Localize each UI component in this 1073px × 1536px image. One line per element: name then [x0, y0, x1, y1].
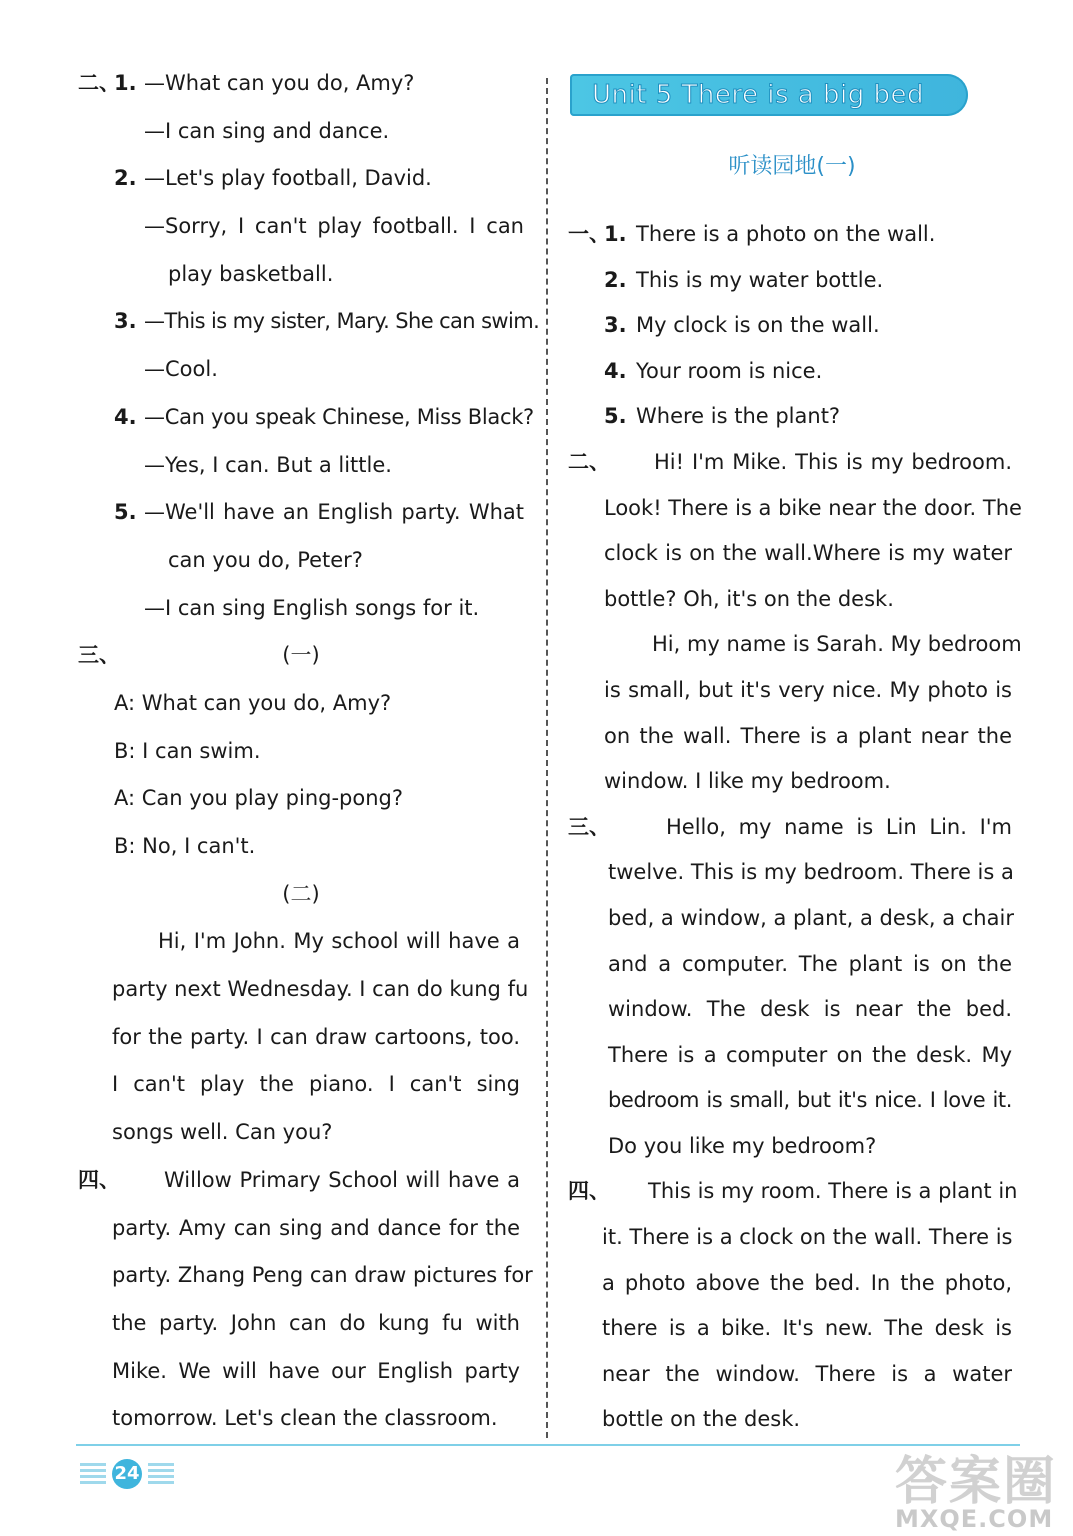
passage-line: window. I like my bedroom. [604, 769, 891, 794]
s2-passage-line [568, 531, 1016, 577]
subsection-label: (二) [282, 881, 320, 906]
s3-passage-line [568, 1124, 1016, 1170]
passage-line: Look! There is a bike near the door. The [604, 495, 1022, 520]
footer-rule [76, 1444, 1020, 1446]
section-heading: 听读园地(一) [728, 154, 856, 179]
passage-line: on the wall. There is a plant near the [604, 723, 1012, 748]
passage-line: bedroom is small, but it's nice. I love it. [608, 1088, 1012, 1113]
s1-item [568, 212, 1016, 258]
sentence: Your room is nice. [636, 358, 823, 383]
s2-item-4-line-1 [78, 394, 534, 442]
passage-line: window. The desk is near the bed. [608, 997, 1012, 1022]
s4-passage-line [568, 1169, 1016, 1215]
item-number: 4. [604, 358, 627, 383]
passage-line: a photo above the bed. In the photo, [602, 1270, 1012, 1295]
unit-title: Unit 5 There is a big bed [592, 80, 924, 110]
s2-passage-line [568, 759, 1016, 805]
s3-passage-line [78, 966, 529, 1014]
s3-header [78, 632, 524, 680]
s2-item-5-line-1 [78, 489, 524, 537]
section-mark: 一、 [568, 222, 610, 246]
s2-passage-line [568, 577, 1016, 623]
s4-passage-line [568, 1352, 1016, 1398]
s2-item-3-line-1 [78, 298, 540, 346]
s2-item-5-line-3 [78, 585, 524, 633]
passage-line: This is my room. There is a plant in [648, 1179, 1018, 1204]
s4-passage-line [78, 1395, 524, 1443]
passage-line: Hi! I'm Mike. This is my bedroom. [654, 449, 1012, 474]
s4-passage-line [568, 1306, 1016, 1352]
passage-line: it. There is a clock on the wall. There is [602, 1225, 1013, 1250]
stripes-decoration-icon [148, 1462, 174, 1484]
s3-passage-line [568, 942, 1016, 988]
watermark-logo: 答案圈 [895, 1452, 1058, 1512]
s2-passage-line [568, 622, 1022, 668]
s4-passage-line [78, 1252, 533, 1300]
dialog-line: —Let's play football, David. [144, 166, 432, 191]
s2-item-5-line-2 [78, 537, 524, 585]
s1-item [568, 394, 1016, 440]
item-number: 5. [604, 404, 627, 429]
item-number: 1. [114, 71, 137, 95]
s4-passage-line [78, 1348, 524, 1396]
dialog-line: A: Can you play ping-pong? [114, 786, 404, 811]
passage-line: near the window. There is a water [602, 1361, 1012, 1386]
s4-passage-line [78, 1157, 524, 1205]
passage-line: there is a bike. It's new. The desk is [602, 1316, 1012, 1341]
passage-line: I can't play the piano. I can't sing [112, 1072, 520, 1097]
passage-line: the party. John can do kung fu with [112, 1310, 520, 1335]
s3-dialog-line [78, 728, 524, 776]
s3-passage-line [568, 987, 1016, 1033]
passage-line: Hi, my name is Sarah. My bedroom [652, 632, 1022, 657]
sentence: This is my water bottle. [636, 267, 884, 292]
s2-passage-line [568, 714, 1016, 760]
passage-line: Hi, I'm John. My school will have a [158, 929, 520, 954]
passage-line: Hello, my name is Lin Lin. I'm [666, 814, 1012, 839]
s4-passage-line [78, 1205, 524, 1253]
s4-passage-line [568, 1397, 1016, 1443]
subsection-label: (一) [282, 643, 320, 668]
dialog-line: —I can sing and dance. [144, 118, 390, 143]
s2-item-2-line-2 [78, 203, 524, 251]
passage-line: Willow Primary School will have a [164, 1167, 520, 1192]
dialog-line: can you do, Peter? [168, 547, 363, 572]
passage-line: songs well. Can you? [112, 1120, 333, 1145]
stripes-decoration-icon [80, 1462, 106, 1484]
s2-item-1-line-1 [78, 60, 524, 108]
passage-line: party. Amy can sing and dance for the [112, 1215, 520, 1240]
s3-passage-line [568, 1078, 1016, 1124]
sentence: My clock is on the wall. [636, 313, 880, 338]
passage-line: bottle on the desk. [602, 1407, 801, 1432]
section-mark: 二、 [78, 71, 120, 95]
item-number: 3. [114, 309, 137, 334]
dialog-line: B: I can swim. [114, 738, 261, 763]
s3-passage-line [568, 896, 1016, 942]
s1-item [568, 303, 1016, 349]
s3-dialog-line [78, 823, 524, 871]
s3-passage-line [568, 850, 1016, 896]
passage-line: twelve. This is my bedroom. There is a [608, 860, 1014, 885]
section-mark: 四、 [568, 1179, 610, 1204]
s3-passage-line [568, 1033, 1016, 1079]
s3-passage-line [78, 1109, 524, 1157]
passage-line: clock is on the wall.Where is my water [604, 541, 1012, 566]
s4-passage-line [78, 1300, 524, 1348]
item-number: 3. [604, 313, 627, 338]
s1-item [568, 258, 1016, 304]
s2-item-4-line-2 [78, 442, 524, 490]
watermark-url: MXQE.COM [895, 1505, 1054, 1533]
dialog-line: A: What can you do, Amy? [114, 690, 392, 715]
s3-passage-line [78, 1014, 524, 1062]
passage-line: bed, a window, a plant, a desk, a chair [608, 905, 1014, 930]
passage-line: There is a computer on the desk. My [608, 1042, 1012, 1067]
passage-line: tomorrow. Let's clean the classroom. [112, 1406, 498, 1431]
passage-line: is small, but it's very nice. My photo is [604, 677, 1012, 702]
s2-item-2-line-1 [78, 155, 524, 203]
section-mark: 三、 [78, 643, 120, 668]
dialog-line: —Can you speak Chinese, Miss Black? [144, 404, 534, 429]
dialog-line: —Cool. [144, 357, 218, 382]
section-mark: 四、 [78, 1167, 120, 1192]
passage-line: party next Wednesday. I can do kung fu [112, 977, 529, 1002]
s4-passage-line [568, 1215, 1016, 1261]
page-number: 24 [112, 1459, 142, 1489]
right-column [568, 212, 1022, 1443]
left-column [78, 60, 540, 1443]
passage-line: for the party. I can draw cartoons, too. [112, 1024, 520, 1049]
s3-dialog-line [78, 775, 524, 823]
dialog-line: —Sorry, I can't play football. I can [144, 214, 524, 239]
s2-item-1-line-2 [78, 108, 524, 156]
unit-title-banner [570, 74, 968, 116]
passage-line: Do you like my bedroom? [608, 1133, 877, 1158]
s3-passage-line [78, 918, 524, 966]
sentence: There is a photo on the wall. [636, 222, 936, 246]
s2-item-2-line-3 [78, 251, 524, 299]
dialog-line: —What can you do, Amy? [144, 71, 415, 95]
s4-passage-line [568, 1261, 1016, 1307]
item-number: 2. [604, 267, 627, 292]
s3-dialog-line [78, 680, 524, 728]
dialog-line: —We'll have an English party. What [144, 500, 524, 525]
item-number: 1. [604, 222, 627, 246]
dialog-line: —I can sing English songs for it. [144, 595, 480, 620]
s2-passage-line [568, 486, 1022, 532]
item-number: 5. [114, 500, 137, 525]
s2-item-3-line-2 [78, 346, 524, 394]
dialog-line: —This is my sister, Mary. She can swim. [144, 309, 540, 334]
passage-line: bottle? Oh, it's on the desk. [604, 586, 894, 611]
s1-item [568, 349, 1016, 395]
dialog-line: B: No, I can't. [114, 834, 256, 858]
dialog-line: play basketball. [168, 261, 334, 286]
section-mark: 三、 [568, 814, 610, 839]
s2-passage-line [568, 668, 1016, 714]
s3-passage-line [568, 805, 1016, 851]
section-mark: 二、 [568, 449, 610, 474]
column-divider [546, 78, 548, 1438]
passage-line: party. Zhang Peng can draw pictures for [112, 1263, 533, 1288]
s3-sub2 [78, 871, 524, 919]
s3-passage-line [78, 1061, 524, 1109]
dialog-line: —Yes, I can. But a little. [144, 452, 392, 477]
passage-line: and a computer. The plant is on the [608, 951, 1012, 976]
item-number: 4. [114, 404, 137, 429]
sentence: Where is the plant? [636, 404, 841, 429]
passage-line: Mike. We will have our English party [112, 1358, 520, 1383]
item-number: 2. [114, 166, 137, 191]
s2-passage-line [568, 440, 1016, 486]
